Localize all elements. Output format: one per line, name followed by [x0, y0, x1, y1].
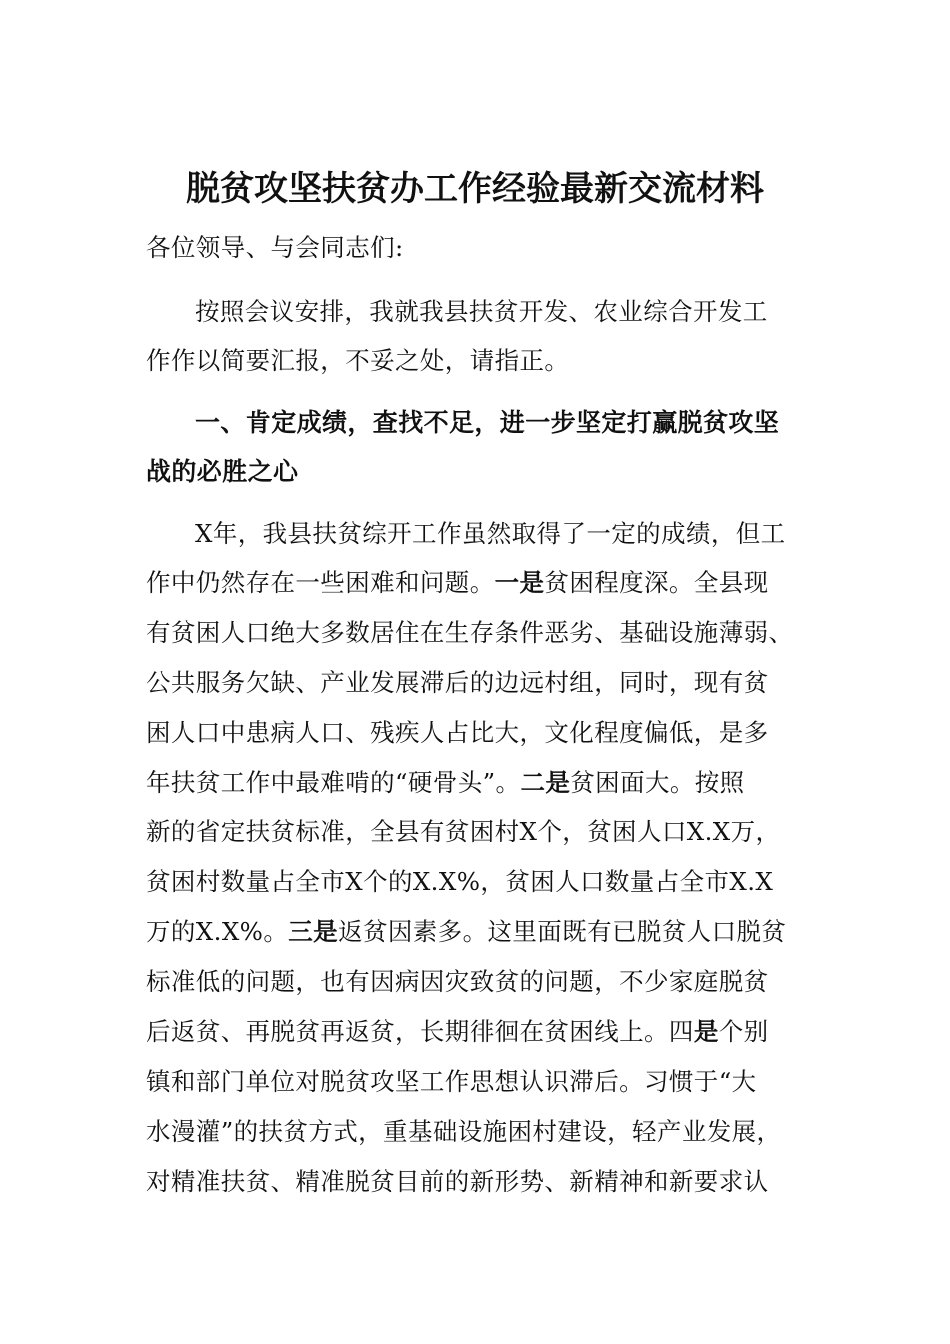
- body-line-9: [146, 915, 786, 949]
- body-line-10: 标准低的问题，也有因病因灾致贫的问题，不少家庭脱贫: [146, 967, 769, 996]
- section-heading-line-1: 一、肯定成绩，查找不足，进一步坚定打赢脱贫攻坚: [195, 408, 780, 437]
- intro-line-1: 按照会议安排，我就我县扶贫开发、农业综合开发工: [195, 297, 768, 326]
- body-line-2: [146, 566, 769, 600]
- emphasis-marker: 是: [693, 1017, 719, 1046]
- body-line-4: 公共服务欠缺、产业发展滞后的边远村组，同时，现有贫: [146, 668, 769, 697]
- body-text: 贫困程度深。全县现: [544, 568, 769, 597]
- body-text: 返贫因素多。这里面既有已脱贫人口脱贫: [338, 917, 787, 946]
- emphasis-marker: 二是: [520, 768, 571, 797]
- body-text: 后返贫、再脱贫再返贫，长期徘徊在贫困线上。四: [146, 1017, 694, 1046]
- body-text: 万的X.X%。: [146, 917, 289, 946]
- emphasis-marker: 一是: [494, 568, 545, 597]
- body-text: 作中仍然存在一些困难和问题。: [146, 568, 495, 597]
- body-line-5: 困人口中患病人口、残疾人占比大，文化程度偏低，是多: [146, 718, 769, 747]
- body-line-6: [146, 766, 745, 800]
- body-line-12: 镇和部门单位对脱贫攻坚工作思想认识滞后。习惯于“大: [146, 1067, 757, 1096]
- body-line-7: 新的省定扶贫标准，全县有贫困村X个，贫困人口X.X万，: [146, 817, 781, 846]
- body-text: 贫困面大。按照: [570, 768, 745, 797]
- body-line-8: 贫困村数量占全市X个的X.X%，贫困人口数量占全市X.X: [146, 867, 774, 896]
- body-line-11: [146, 1015, 769, 1049]
- body-text: 个别: [718, 1017, 769, 1046]
- section-heading-line-2: 战的必胜之心: [146, 457, 299, 486]
- document-title: 脱贫攻坚扶贫办工作经验最新交流材料: [186, 169, 764, 209]
- body-line-14: 对精准扶贫、精准脱贫目前的新形势、新精神和新要求认: [146, 1167, 769, 1196]
- salutation: 各位领导、与会同志们:: [146, 233, 404, 262]
- emphasis-marker: 三是: [288, 917, 339, 946]
- body-text: 年扶贫工作中最难啃的“硬骨头”。: [146, 768, 521, 797]
- intro-line-2: 作作以简要汇报，不妥之处，请指正。: [146, 346, 570, 375]
- body-line-1: X年，我县扶贫综开工作虽然取得了一定的成绩，但工: [195, 519, 786, 548]
- body-line-13: 水漫灌”的扶贫方式，重基础设施困村建设，轻产业发展，: [146, 1117, 782, 1146]
- body-line-3: 有贫困人口绝大多数居住在生存条件恶劣、基础设施薄弱、: [146, 618, 794, 647]
